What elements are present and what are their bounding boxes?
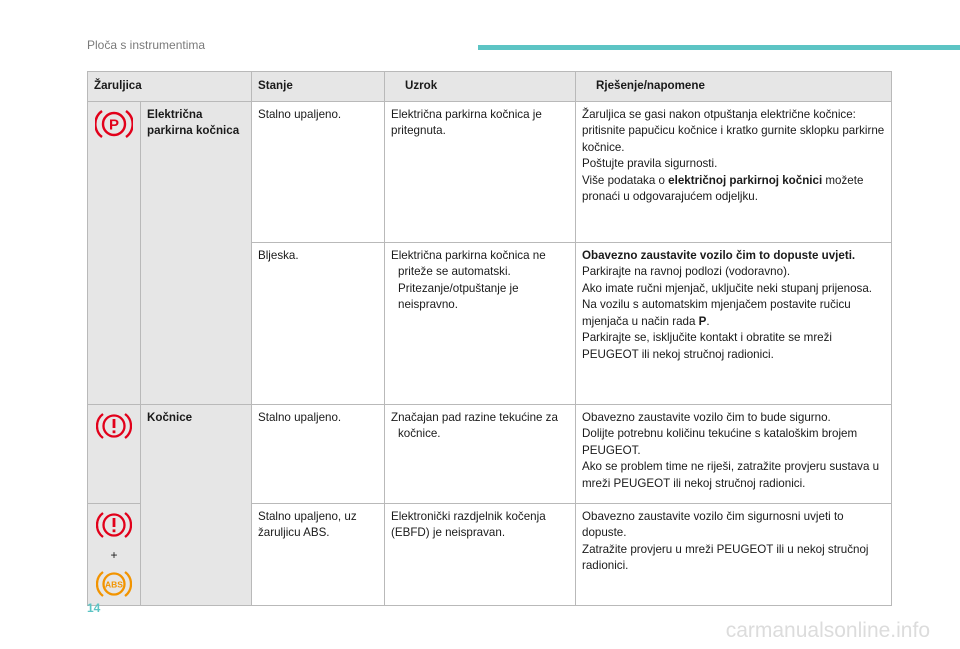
- cause-cell: Elektronički razdjelnik kočenja (EBFD) je neispravan.: [385, 504, 576, 606]
- cause-text: Značajan pad razine tekućine za: [391, 411, 558, 424]
- lamp-icon-cell: [88, 405, 141, 504]
- table-row: [88, 405, 892, 504]
- solution-text: Ako imate ručni mjenjač, uključite neki stupanj prijenosa.: [582, 281, 872, 295]
- lamp-icon-cell: [88, 102, 141, 405]
- solution-text: Poštujte pravila sigurnosti.: [582, 157, 718, 171]
- page-number: 14: [87, 601, 101, 615]
- solution-text: Zatražite provjeru u mreži PEUGEOT ili u nekoj stručnoj radionici.: [582, 542, 869, 573]
- lamp-icon-cell: [88, 504, 141, 606]
- cause-text: Električna parkirna kočnica ne: [391, 249, 546, 262]
- abs-warning-icon: [96, 568, 132, 600]
- lamp-name: Električna parkirna kočnica: [141, 102, 252, 405]
- column-header-lamp: Žaruljica: [88, 72, 252, 102]
- solution-cell: [576, 243, 892, 405]
- column-header-cause: Uzrok: [385, 72, 576, 102]
- solution-text: Obavezno zaustavite vozilo čim to bude sigurno.: [582, 411, 831, 424]
- lamp-name: Kočnice: [141, 405, 252, 606]
- solution-text: .: [706, 314, 710, 328]
- solution-emphasis: P: [698, 314, 707, 328]
- warning-lamps-table: [87, 71, 892, 606]
- solution-cell: [576, 405, 892, 504]
- solution-text: Parkirajte na ravnoj podlozi (vodoravno).: [582, 265, 791, 279]
- solution-cell: [576, 504, 892, 606]
- abs-icon-label: ABS: [105, 579, 123, 590]
- section-title: Ploča s instrumentima: [87, 38, 206, 52]
- svg-text:P: P: [108, 116, 120, 134]
- solution-emphasis: električnoj parkirnoj kočnici: [668, 173, 823, 187]
- table-row: [88, 102, 892, 243]
- solution-text: Žaruljica se gasi nakon otpuštanja električne kočnice: pritisnite papučicu kočnice i kratko gurnite sklopku parkirne kočnice.: [582, 108, 885, 154]
- parking-brake-warning-icon: [95, 107, 133, 141]
- state-cell: Bljeska.: [252, 243, 385, 405]
- column-header-state: Stanje: [252, 72, 385, 102]
- solution-text: Obavezno zaustavite vozilo čim sigurnosni uvjeti to dopuste.: [582, 510, 844, 540]
- state-cell: Stalno upaljeno, uz žaruljicu ABS.: [252, 504, 385, 606]
- solution-text: Dolijte potrebnu količinu tekućine s kataloškim brojem PEUGEOT.: [582, 427, 858, 457]
- brake-warning-icon: [96, 509, 132, 541]
- solution-text: Na vozilu s automatskim mjenjačem postavite ručicu mjenjača u način rada: [582, 298, 851, 328]
- state-cell: Stalno upaljeno.: [252, 102, 385, 243]
- solution-text: možete pronaći u odgovarajućem odjeljku.: [582, 173, 864, 204]
- solution-text: Ako se problem time ne riješi, zatražite provjeru sustava u mreži PEUGEOT ili nekoj stručnoj radionici.: [582, 460, 880, 490]
- brake-warning-icon: [96, 410, 132, 442]
- section-accent-bar: [478, 45, 960, 50]
- watermark: carmanualsonline.info: [725, 619, 930, 642]
- table-header-row: [88, 72, 892, 102]
- solution-emphasis: Obavezno zaustavite vozilo čim to dopuste uvjeti.: [582, 249, 856, 262]
- cause-text: kočnice.: [398, 427, 441, 441]
- state-cell: Stalno upaljeno.: [252, 405, 385, 504]
- solution-text: Više podataka o: [582, 173, 669, 187]
- solution-text: Parkirajte se, isključite kontakt i obratite se mreži PEUGEOT ili nekoj stručnoj radionici.: [582, 331, 833, 361]
- solution-cell: [576, 102, 892, 243]
- column-header-solution: Rješenje/napomene: [576, 72, 892, 102]
- cause-cell: Električna parkirna kočnica je pritegnuta.: [385, 102, 576, 243]
- cause-cell: [385, 243, 576, 405]
- cause-cell: [385, 405, 576, 504]
- cause-text: priteže se automatski.: [398, 265, 511, 279]
- plus-sign: +: [110, 548, 118, 562]
- cause-text: Pritezanje/otpuštanje je neispravno.: [398, 281, 519, 312]
